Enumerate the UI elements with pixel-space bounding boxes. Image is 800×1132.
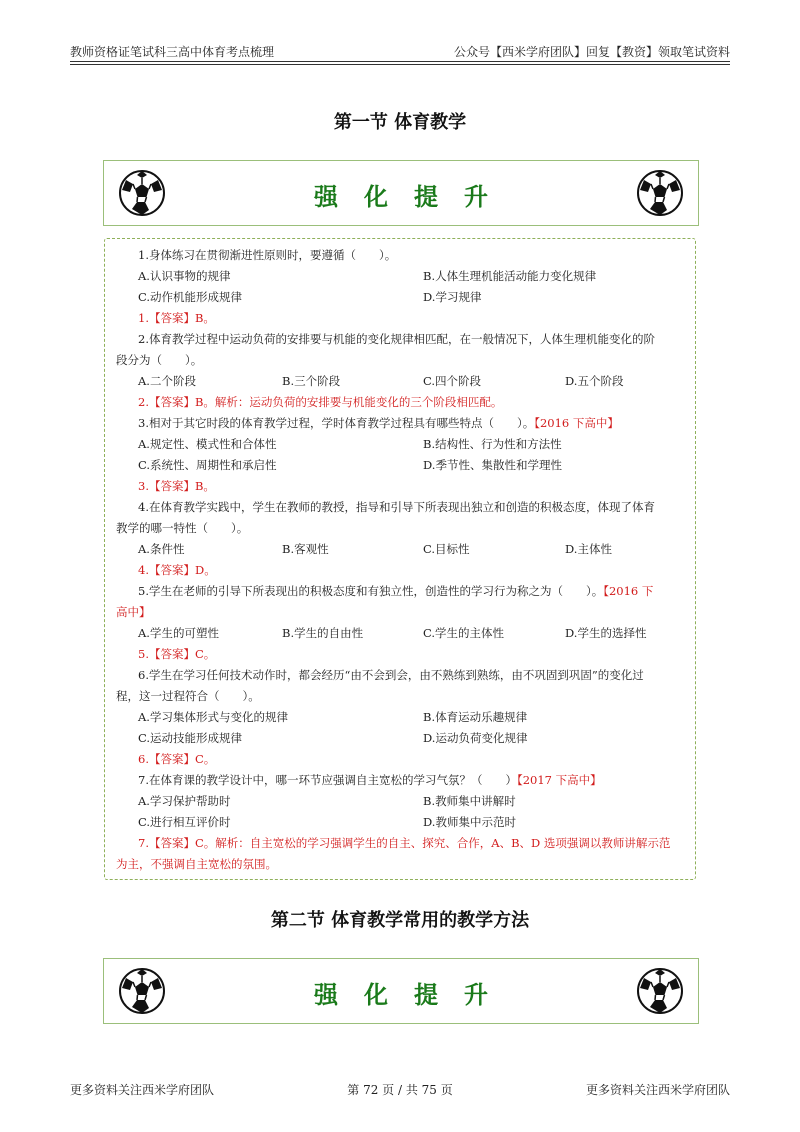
q7-option-d: D.教师集中示范时 [423,815,516,829]
q4-stem-line1: 4.在体育教学实践中，学生在教师的教授，指导和引导下所表现出独立和创造的积极态度，体现了体育 [138,500,655,514]
q7-option-a: A.学习保护帮助时 [138,794,231,808]
q2-option-a: A.二个阶段 [138,374,196,388]
section-title-2: 第二节 体育教学常用的教学方法 [270,910,530,931]
page-header [70,40,730,62]
q2-answer: 2.【答案】B。解析：运动负荷的安排要与机能变化的三个阶段相匹配。 [138,395,503,409]
q1-option-d: D.学习规律 [423,290,482,304]
header-left-text: 教师资格证笔试科三高中体育考点梳理 [70,45,275,59]
q3-option-b: B.结构性、行为性和方法性 [423,437,562,451]
q5-stem-line1: 5.学生在老师的引导下所表现出的积极态度和有独立性，创造性的学习行为称之为（ ）。【2016 下 [138,584,654,598]
q4-answer: 4.【答案】D。 [138,563,216,577]
page-number: 第 72 页 / 共 75 页 [347,1083,453,1097]
q6-option-b: B.体育运动乐趣规律 [423,710,528,724]
q2-option-b: B.三个阶段 [282,374,341,388]
q4-option-b: B.客观性 [282,542,329,556]
q7-answer-line2: 为主，不强调自主宽松的氛围。 [116,857,277,871]
q3-answer: 3.【答案】B。 [138,479,215,493]
footer-right-text: 更多资料关注西米学府团队 [585,1083,730,1097]
q2-stem-line2: 段分为（ ）。 [116,353,203,367]
banner-title: 强化提升 [314,182,514,211]
q2-stem-line1: 2.体育教学过程中运动负荷的安排要与机能的变化规律相匹配，在一般情况下，人体生理机能变化的阶 [138,332,655,346]
q7-stem: 7.在体育课的教学设计中，哪一环节应强调自主宽松的学习气氛？（ ）【2017 下高中】 [138,773,602,787]
q4-option-c: C.目标性 [423,542,470,556]
q1-answer: 1.【答案】B。 [138,311,215,325]
q7-exam-tag: 【2017 下高中】 [516,773,602,787]
q7-answer-line1: 7.【答案】C。解析：自主宽松的学习强调学生的自主、探究、合作，A、B、D 选项强调以教师讲解示范 [138,836,671,850]
q4-stem-line2: 教学的哪一特性（ ）。 [116,521,249,535]
q5-option-a: A.学生的可塑性 [138,626,219,640]
q6-option-a: A.学习集体形式与变化的规律 [138,710,288,724]
q6-option-d: D.运动负荷变化规律 [423,731,528,745]
q5-option-d: D.学生的选择性 [565,626,647,640]
q5-answer: 5.【答案】C。 [138,647,216,661]
section-title-1: 第一节 体育教学 [333,112,467,133]
q3-stem: 3.相对于其它时段的体育教学过程，学时体育教学过程具有哪些特点（ ）。【2016 下高中】 [138,416,619,430]
q3-exam-tag: 【2016 下高中】 [534,416,619,430]
q5-option-c: C.学生的主体性 [423,626,505,640]
soccer-ball-icon [636,169,684,217]
q5-option-b: B.学生的自由性 [282,626,364,640]
q1-option-b: B.人体生理机能活动能力变化规律 [423,269,597,283]
header-rule-thin [70,64,730,65]
q4-option-d: D.主体性 [565,542,612,556]
banner-title: 强化提升 [314,980,514,1009]
q6-stem-line1: 6.学生在学习任何技术动作时，都会经历“由不会到会，由不熟练到熟练，由不巩固到巩固”的变化过 [138,668,644,682]
q6-option-c: C.运动技能形成规律 [138,731,243,745]
q2-option-c: C.四个阶段 [423,374,482,388]
q7-option-c: C.进行相互评价时 [138,815,231,829]
q1-option-a: A.认识事物的规律 [138,269,231,283]
q7-option-b: B.教师集中讲解时 [423,794,516,808]
banner-strengthen-2 [103,958,699,1024]
q3-option-a: A.规定性、模式性和合体性 [138,437,277,451]
footer-left-text: 更多资料关注西米学府团队 [70,1083,215,1097]
header-rule [70,61,730,62]
q2-option-d: D.五个阶段 [565,374,624,388]
q1-stem: 1.身体练习在贯彻渐进性原则时，要遵循（ ）。 [138,248,397,262]
q1-option-c: C.动作机能形成规律 [138,290,243,304]
banner-strengthen-1 [103,160,699,226]
soccer-ball-icon [636,967,684,1015]
q5-exam-tag: 【2016 下 [603,584,654,598]
q6-stem-line2: 程，这一过程符合（ ）。 [116,689,260,703]
header-right-text: 公众号【西米学府团队】回复【教资】领取笔试资料 [453,45,730,59]
q4-option-a: A.条件性 [138,542,185,556]
q6-answer: 6.【答案】C。 [138,752,216,766]
q3-option-d: D.季节性、集散性和学理性 [423,458,562,472]
q3-option-c: C.系统性、周期性和承启性 [138,458,277,472]
q5-exam-tag-cont: 高中】 [116,605,151,619]
